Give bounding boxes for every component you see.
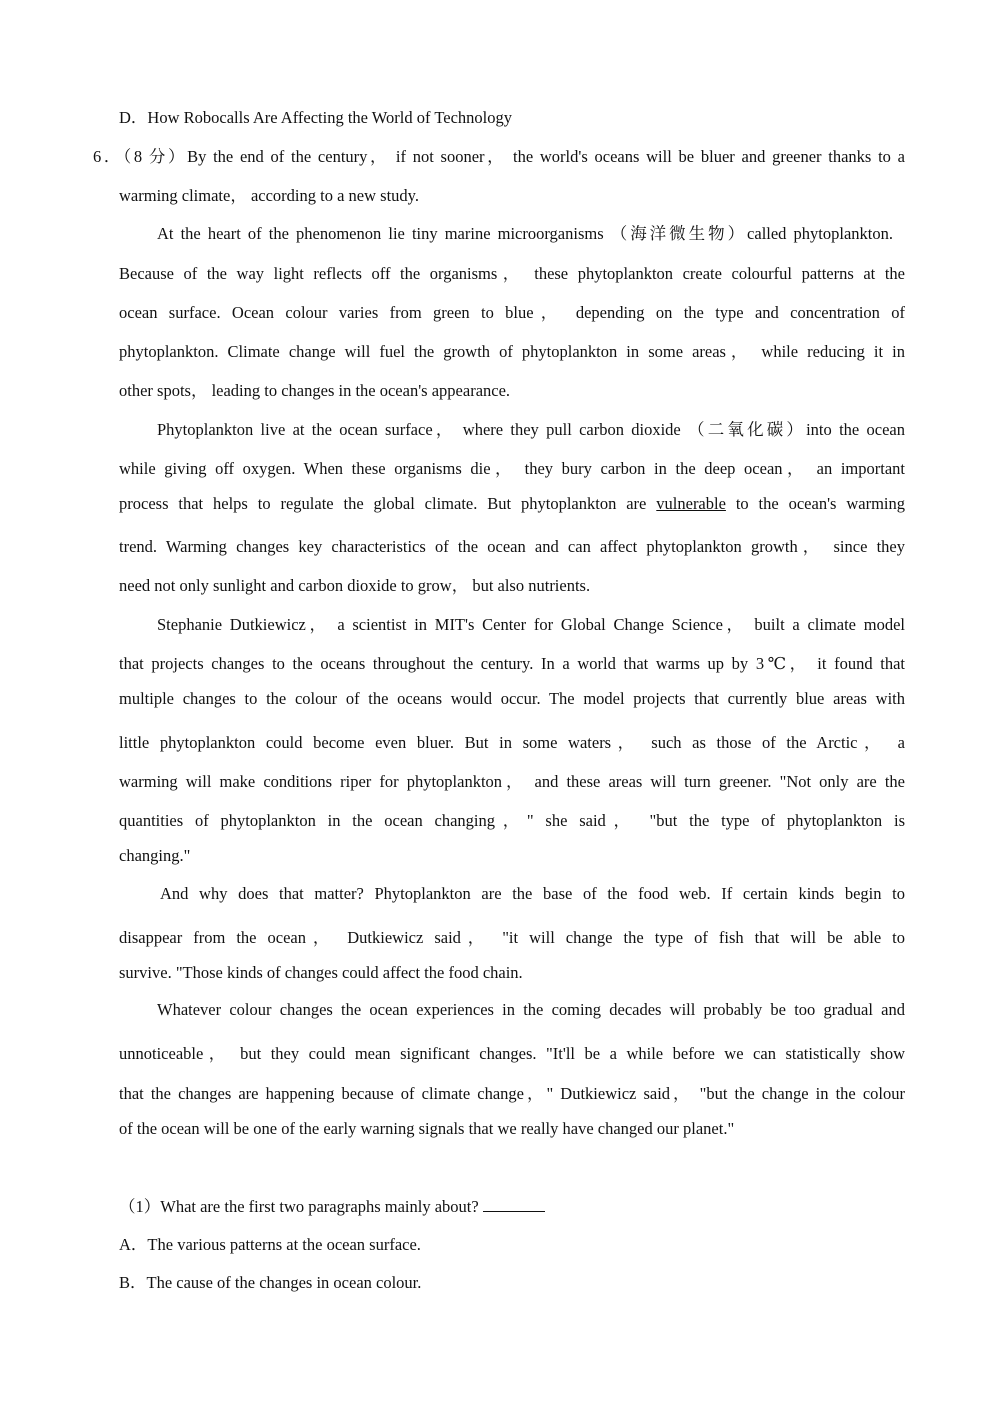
paragraph-2-line-3-end: to the ocean's warming (735, 494, 906, 513)
question-number: 6． (93, 147, 123, 166)
vulnerable-underlined: vulnerable (656, 494, 726, 513)
paragraph-2-line-3 (119, 494, 905, 514)
paragraph-5-line-1: Whatever colour changes the ocean experiences in the coming decades will probably be too gradual and (157, 1000, 905, 1019)
option-a[interactable]: A．The various patterns at the ocean surface. (119, 1235, 421, 1254)
sub-question-1 (119, 1193, 545, 1217)
paragraph-3-line-3: multiple changes to the colour of the oceans would occur. The model projects that currently blue areas with (119, 689, 905, 708)
paragraph-5-line-4: of the ocean will be one of the early warning signals that we really have changed our planet." (119, 1119, 735, 1138)
paragraph-5-line-3: that the changes are happening because of climate change，" Dutkiewicz said， "but the change in the colour (119, 1084, 905, 1103)
paragraph-2-line-1: Phytoplankton live at the ocean surface， where they pull carbon dioxide （二氧化碳）into the ocean (157, 420, 905, 439)
paragraph-5-line-2: unnoticeable， but they could mean significant changes. "It'll be a while before we can statistically show (119, 1044, 905, 1063)
paragraph-3-line-1: Stephanie Dutkiewicz， a scientist in MIT's Center for Global Change Science， built a climate model (157, 615, 905, 634)
question-intro-line1: By the end of the century， if not sooner， the world's oceans will be bluer and greener thanks to a (187, 147, 905, 166)
paragraph-3-line-2: that projects changes to the oceans throughout the century. In a world that warms up by 3℃， it found that (119, 654, 905, 673)
paragraph-3-line-5: warming will make conditions riper for phytoplankton， and these areas will turn greener. "Not only are the (119, 772, 905, 791)
prev-option-d: D．How Robocalls Are Affecting the World of Technology (119, 108, 512, 127)
paragraph-3-line-7: changing." (119, 846, 191, 865)
answer-blank[interactable] (483, 1197, 545, 1212)
question-score: （8 分） (122, 147, 188, 166)
paragraph-4-line-2: disappear from the ocean， Dutkiewicz said， "it will change the type of fish that will be able to (119, 928, 905, 947)
paragraph-1-line-1: At the heart of the phenomenon lie tiny marine microorganisms （海洋微生物）called phytoplankton. (157, 224, 893, 243)
paragraph-2-line-4: trend. Warming changes key characteristics of the ocean and can affect phytoplankton growth， since they (119, 537, 905, 556)
question-6-header (93, 143, 905, 167)
paragraph-1-line-3: ocean surface. Ocean colour varies from green to blue， depending on the type and concentration of (119, 303, 905, 322)
paragraph-2-line-5: need not only sunlight and carbon dioxide to grow， but also nutrients. (119, 576, 591, 595)
question-intro-line2: warming climate， according to a new study. (119, 186, 419, 205)
paragraph-1-line-4: phytoplankton. Climate change will fuel the growth of phytoplankton in some areas， while reducing it in (119, 342, 905, 361)
paragraph-1-line-5: other spots， leading to changes in the ocean's appearance. (119, 381, 511, 400)
paragraph-1-line-2: Because of the way light reflects off the organisms， these phytoplankton create colourful patterns at the (119, 264, 905, 283)
paragraph-3-line-6: quantities of phytoplankton in the ocean changing，" she said， "but the type of phytoplankton is (119, 811, 905, 830)
paragraph-2-line-3-text: process that helps to regulate the global climate. But phytoplankton are (119, 494, 647, 513)
paragraph-3-line-4: little phytoplankton could become even bluer. But in some waters， such as those of the Arctic， a (119, 733, 905, 752)
sub-question-1-text: （1）What are the first two paragraphs mainly about? (119, 1197, 479, 1216)
paragraph-4-line-3: survive. "Those kinds of changes could affect the food chain. (119, 963, 523, 982)
paragraph-4-line-1: And why does that matter? Phytoplankton are the base of the food web. If certain kinds begin to (160, 884, 905, 903)
option-b[interactable]: B．The cause of the changes in ocean colour. (119, 1273, 422, 1292)
paragraph-2-line-2: while giving off oxygen. When these organisms die， they bury carbon in the deep ocean， an important (119, 459, 905, 478)
